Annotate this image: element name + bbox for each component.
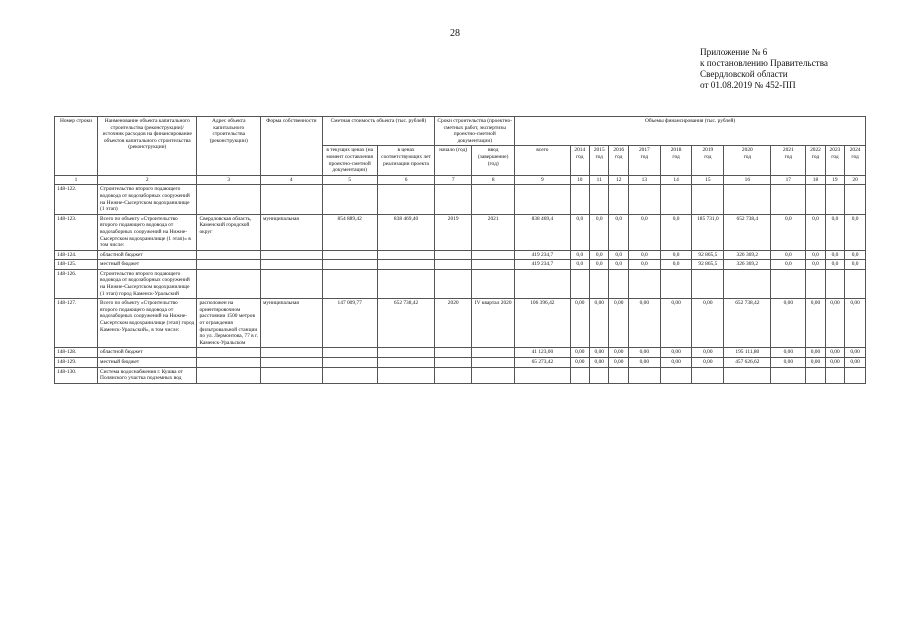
year-value-cell — [628, 185, 660, 214]
column-number-row — [55, 175, 866, 185]
year-value-cell: 0,0 — [825, 250, 844, 260]
total-cell: 419 234,7 — [515, 250, 570, 260]
year-value-cell: 0,0 — [825, 260, 844, 270]
year-value-cell: 0,0 — [806, 250, 825, 260]
year-value-cell: 0,00 — [771, 348, 806, 358]
year-value-cell — [570, 367, 589, 383]
cost-current-cell — [322, 348, 377, 358]
header-row-number: Номер строки — [55, 117, 98, 176]
year-value-cell: 0,00 — [771, 299, 806, 348]
financing-table — [54, 116, 866, 384]
year-unit: год — [595, 153, 603, 160]
column-number: 15 — [692, 175, 724, 185]
end-year-cell: IV квартал 2020 — [472, 299, 515, 348]
cost-current-cell — [322, 185, 377, 214]
column-number: 4 — [261, 175, 323, 185]
column-number: 12 — [609, 175, 628, 185]
year-label: 2015 — [593, 147, 605, 154]
header-year — [771, 146, 806, 175]
end-year-cell: 2021 — [472, 214, 515, 250]
year-value-cell: 0,00 — [771, 358, 806, 368]
year-value-cell — [570, 185, 589, 214]
year-label: 2016 — [613, 147, 625, 154]
year-value-cell: 326 369,2 — [724, 260, 771, 270]
year-value-cell: 0,00 — [590, 358, 609, 368]
object-name-cell: областной бюджет — [98, 250, 197, 260]
year-value-cell — [628, 269, 660, 298]
year-value-cell: 0,00 — [825, 358, 844, 368]
total-cell: 106 396,42 — [515, 299, 570, 348]
table-row — [55, 185, 866, 214]
year-value-cell: 0,0 — [570, 250, 589, 260]
appendix-line: Приложение № 6 — [700, 47, 768, 57]
total-cell: 419 234,7 — [515, 260, 570, 270]
year-value-cell: 0,00 — [628, 348, 660, 358]
column-number: 17 — [771, 175, 806, 185]
year-value-cell: 0,00 — [570, 358, 589, 368]
start-year-cell — [435, 250, 472, 260]
year-label: 2021 — [782, 147, 794, 154]
year-value-cell — [724, 367, 771, 383]
address-cell — [197, 250, 261, 260]
end-year-cell — [472, 185, 515, 214]
header-object-name: Наименование объекта капитального строительства (реконструкции)/источник расходов на финансирование объектов капитального строительства (реконструкции) — [98, 117, 197, 176]
year-value-cell — [692, 269, 724, 298]
year-value-cell — [771, 185, 806, 214]
year-value-cell — [806, 269, 825, 298]
row-number-cell: 148-128. — [55, 348, 98, 358]
year-label: 2017 — [638, 147, 650, 154]
header-ownership: Форма собственности — [261, 117, 323, 176]
year-value-cell — [845, 367, 866, 383]
total-cell: 838 469,4 — [515, 214, 570, 250]
year-value-cell: 0,0 — [771, 250, 806, 260]
year-value-cell: 0,0 — [660, 214, 692, 250]
year-value-cell: 0,0 — [590, 260, 609, 270]
year-unit: год — [811, 153, 820, 160]
cost-prices-cell — [377, 358, 434, 368]
address-cell — [197, 367, 261, 383]
start-year-cell: 2020 — [435, 299, 472, 348]
header-date-start: начало (год) — [435, 146, 472, 175]
ownership-cell — [261, 260, 323, 270]
year-value-cell: 0,00 — [660, 299, 692, 348]
year-value-cell: 0,0 — [609, 260, 628, 270]
appendix-line: от 01.08.2019 № 452-ПП — [700, 80, 796, 90]
year-value-cell — [845, 269, 866, 298]
cost-current-cell — [322, 250, 377, 260]
year-value-cell: 0,0 — [609, 214, 628, 250]
start-year-cell — [435, 367, 472, 383]
year-value-cell: 0,00 — [692, 358, 724, 368]
end-year-cell — [472, 269, 515, 298]
year-label: 2020 — [741, 147, 753, 154]
cost-current-cell — [322, 367, 377, 383]
year-unit: год — [672, 153, 680, 160]
year-value-cell: 0,00 — [845, 348, 866, 358]
object-name-cell: Строительство второго подающего водовода от водозаборных сооружений на Нижне-Сысертском водохранилище (1 этап) — [98, 185, 197, 214]
ownership-cell — [261, 185, 323, 214]
year-value-cell: 0,00 — [628, 358, 660, 368]
total-cell: 65 273,42 — [515, 358, 570, 368]
year-value-cell — [771, 367, 806, 383]
year-label: 2018 — [670, 147, 682, 154]
year-unit: год — [615, 153, 623, 160]
ownership-cell — [261, 250, 323, 260]
ownership-cell: муниципальная — [261, 214, 323, 250]
column-number: 10 — [570, 175, 589, 185]
column-number: 20 — [845, 175, 866, 185]
year-value-cell: 0,0 — [609, 250, 628, 260]
year-value-cell — [660, 269, 692, 298]
year-unit: год — [784, 153, 792, 160]
object-name-cell: местный бюджет — [98, 260, 197, 270]
row-number-cell: 148-123. — [55, 214, 98, 250]
year-value-cell — [806, 185, 825, 214]
year-value-cell: 0,00 — [806, 348, 825, 358]
year-value-cell: 0,0 — [845, 250, 866, 260]
year-label: 2019 — [702, 147, 714, 154]
year-value-cell — [825, 269, 844, 298]
header-year — [845, 146, 866, 175]
year-value-cell — [590, 367, 609, 383]
year-label: 2023 — [829, 147, 841, 154]
ownership-cell — [261, 367, 323, 383]
column-number: 9 — [515, 175, 570, 185]
header-date-end: ввод (завершение) (год) — [472, 146, 515, 175]
row-number-cell: 148-124. — [55, 250, 98, 260]
year-value-cell: 652 738,4 — [724, 214, 771, 250]
header-year — [590, 146, 609, 175]
year-value-cell — [825, 185, 844, 214]
row-number-cell: 148-130. — [55, 367, 98, 383]
object-name-cell: Система водоснабжения г. Кушва от Полянского участка подземных вод — [98, 367, 197, 383]
header-year — [825, 146, 844, 175]
year-value-cell: 92 865,5 — [692, 250, 724, 260]
year-value-cell: 652 738,42 — [724, 299, 771, 348]
total-cell — [515, 269, 570, 298]
year-value-cell: 92 865,5 — [692, 260, 724, 270]
cost-prices-cell — [377, 348, 434, 358]
end-year-cell — [472, 367, 515, 383]
row-number-cell: 148-125. — [55, 260, 98, 270]
year-value-cell — [724, 269, 771, 298]
address-cell: Свердловская область, Каменский городской округ — [197, 214, 261, 250]
column-number: 16 — [724, 175, 771, 185]
header-cost-current: в текущих ценах (на момент составления проектно-сметной документации) — [322, 146, 377, 175]
cost-current-cell — [322, 260, 377, 270]
year-value-cell: 0,0 — [590, 250, 609, 260]
year-value-cell: 185 731,0 — [692, 214, 724, 250]
table-row — [55, 358, 866, 368]
year-value-cell — [660, 367, 692, 383]
year-value-cell: 0,00 — [590, 348, 609, 358]
year-value-cell: 0,0 — [628, 214, 660, 250]
appendix-header — [700, 47, 828, 91]
year-value-cell: 0,00 — [845, 299, 866, 348]
column-number: 13 — [628, 175, 660, 185]
total-cell — [515, 367, 570, 383]
year-unit: год — [743, 153, 751, 160]
year-value-cell: 0,00 — [845, 358, 866, 368]
year-value-cell — [845, 185, 866, 214]
year-value-cell — [771, 269, 806, 298]
year-unit: год — [851, 153, 859, 160]
cost-current-cell: 854 889,42 — [322, 214, 377, 250]
year-unit: год — [704, 153, 712, 160]
address-cell — [197, 269, 261, 298]
year-value-cell — [570, 269, 589, 298]
year-value-cell: 0,0 — [825, 214, 844, 250]
column-number: 7 — [435, 175, 472, 185]
year-value-cell: 326 369,2 — [724, 250, 771, 260]
column-number: 11 — [590, 175, 609, 185]
address-cell — [197, 185, 261, 214]
year-value-cell: 0,0 — [806, 214, 825, 250]
object-name-cell: областной бюджет — [98, 348, 197, 358]
header-year — [570, 146, 589, 175]
cost-prices-cell — [377, 185, 434, 214]
column-number: 3 — [197, 175, 261, 185]
column-number: 1 — [55, 175, 98, 185]
year-value-cell: 0,00 — [590, 299, 609, 348]
year-value-cell: 0,00 — [660, 358, 692, 368]
cost-prices-cell — [377, 260, 434, 270]
year-value-cell: 0,0 — [771, 260, 806, 270]
row-number-cell: 148-129. — [55, 358, 98, 368]
year-unit: год — [576, 153, 584, 160]
year-value-cell: 0,0 — [660, 250, 692, 260]
year-value-cell — [609, 185, 628, 214]
header-year — [609, 146, 628, 175]
year-value-cell — [825, 367, 844, 383]
header-cost-prices: в ценах соответствующих лет реализации проекта — [377, 146, 434, 175]
page-number: 28 — [450, 28, 460, 39]
header-dates: Сроки строительства (проектно-сметных работ, экспертизы проектно-сметной документации) — [435, 117, 515, 146]
year-label: 2022 — [810, 147, 821, 154]
year-value-cell: 0,00 — [806, 358, 825, 368]
header-year — [724, 146, 771, 175]
year-value-cell: 0,0 — [806, 260, 825, 270]
header-year — [628, 146, 660, 175]
address-cell — [197, 260, 261, 270]
year-value-cell — [609, 367, 628, 383]
year-value-cell: 0,0 — [628, 250, 660, 260]
year-value-cell: 0,00 — [660, 348, 692, 358]
year-value-cell: 0,0 — [845, 260, 866, 270]
year-value-cell — [724, 185, 771, 214]
year-value-cell — [806, 367, 825, 383]
year-value-cell — [628, 367, 660, 383]
start-year-cell: 2019 — [435, 214, 472, 250]
year-value-cell: 0,00 — [609, 358, 628, 368]
start-year-cell — [435, 185, 472, 214]
ownership-cell: муниципальная — [261, 299, 323, 348]
start-year-cell — [435, 358, 472, 368]
column-number: 6 — [377, 175, 434, 185]
total-cell: 41 123,00 — [515, 348, 570, 358]
header-year — [806, 146, 825, 175]
header-total: всего — [515, 146, 570, 175]
appendix-line: к постановлению Правительства — [700, 58, 828, 68]
cost-current-cell: 147 009,77 — [322, 299, 377, 348]
year-value-cell: 0,0 — [590, 214, 609, 250]
year-value-cell: 457 626,62 — [724, 358, 771, 368]
year-value-cell — [692, 367, 724, 383]
object-name-cell: Всего по объекту «Строительство второго подающего водовода от водозаборных сооружений на Нижне-Сысертском водохранилище (этап) город Каменск-Уральский», в том числе: — [98, 299, 197, 348]
table-row — [55, 269, 866, 298]
year-value-cell: 0,00 — [825, 348, 844, 358]
header-volumes: Объемы финансирования (тыс. рублей) — [515, 117, 866, 146]
year-value-cell: 0,00 — [692, 299, 724, 348]
year-value-cell: 0,00 — [609, 348, 628, 358]
address-cell — [197, 348, 261, 358]
year-value-cell — [692, 185, 724, 214]
cost-prices-cell — [377, 367, 434, 383]
year-label: 2024 — [849, 147, 861, 154]
year-value-cell: 0,0 — [570, 260, 589, 270]
object-name-cell: Всего по объекту «Строительство второго подающего водовода от водозаборных сооружений на Нижне-Сысертском водохранилище (1 этап)» в том числе: — [98, 214, 197, 250]
address-cell: расположен на ориентировочном расстоянии 1500 метров от ограждения фильтровальной станции по ул. Лермонтова, 77 в г. Каменск-Уральском — [197, 299, 261, 348]
row-number-cell: 148-127. — [55, 299, 98, 348]
year-value-cell — [609, 269, 628, 298]
start-year-cell — [435, 269, 472, 298]
year-value-cell: 0,00 — [806, 299, 825, 348]
end-year-cell — [472, 250, 515, 260]
end-year-cell — [472, 260, 515, 270]
year-value-cell: 0,0 — [660, 260, 692, 270]
column-number: 18 — [806, 175, 825, 185]
year-value-cell: 0,0 — [570, 214, 589, 250]
column-number: 19 — [825, 175, 844, 185]
year-value-cell: 0,00 — [825, 299, 844, 348]
row-number-cell: 148-122. — [55, 185, 98, 214]
address-cell — [197, 358, 261, 368]
object-name-cell: Строительство второго подающего водовода от водозаборных сооружений на Нижне-Сысертском водохранилище (1 этап) город Каменск-Уральский — [98, 269, 197, 298]
header-year — [660, 146, 692, 175]
year-value-cell: 0,00 — [609, 299, 628, 348]
cost-prices-cell: 838 469,40 — [377, 214, 434, 250]
cost-prices-cell — [377, 269, 434, 298]
year-value-cell: 0,0 — [628, 260, 660, 270]
header-address: Адрес объекта капитального строительства (реконструкции) — [197, 117, 261, 176]
table-row — [55, 348, 866, 358]
year-label: 2014 — [574, 147, 586, 154]
table-row — [55, 367, 866, 383]
header-cost: Сметная стоимость объекта (тыс. рублей) — [322, 117, 435, 146]
header-year — [692, 146, 724, 175]
cost-prices-cell — [377, 250, 434, 260]
ownership-cell — [261, 269, 323, 298]
year-value-cell: 0,0 — [845, 214, 866, 250]
cost-current-cell — [322, 358, 377, 368]
year-unit: год — [640, 153, 649, 160]
ownership-cell — [261, 348, 323, 358]
column-number: 5 — [322, 175, 377, 185]
table-row — [55, 260, 866, 270]
table-row — [55, 214, 866, 250]
year-unit: год — [831, 153, 839, 160]
column-number: 14 — [660, 175, 692, 185]
ownership-cell — [261, 358, 323, 368]
year-value-cell: 0,00 — [628, 299, 660, 348]
end-year-cell — [472, 358, 515, 368]
year-value-cell: 0,00 — [570, 299, 589, 348]
year-value-cell: 0,0 — [771, 214, 806, 250]
start-year-cell — [435, 260, 472, 270]
year-value-cell: 0,00 — [570, 348, 589, 358]
appendix-line: Свердловской области — [700, 69, 788, 79]
year-value-cell — [590, 269, 609, 298]
total-cell — [515, 185, 570, 214]
start-year-cell — [435, 348, 472, 358]
year-value-cell: 195 111,80 — [724, 348, 771, 358]
column-number: 2 — [98, 175, 197, 185]
cost-current-cell — [322, 269, 377, 298]
table-body — [55, 185, 866, 383]
year-value-cell — [660, 185, 692, 214]
year-value-cell: 0,00 — [692, 348, 724, 358]
end-year-cell — [472, 348, 515, 358]
column-number: 8 — [472, 175, 515, 185]
cost-prices-cell: 652 738,42 — [377, 299, 434, 348]
row-number-cell: 148-126. — [55, 269, 98, 298]
object-name-cell: местный бюджет — [98, 358, 197, 368]
table-row — [55, 299, 866, 348]
year-value-cell — [590, 185, 609, 214]
table-row — [55, 250, 866, 260]
